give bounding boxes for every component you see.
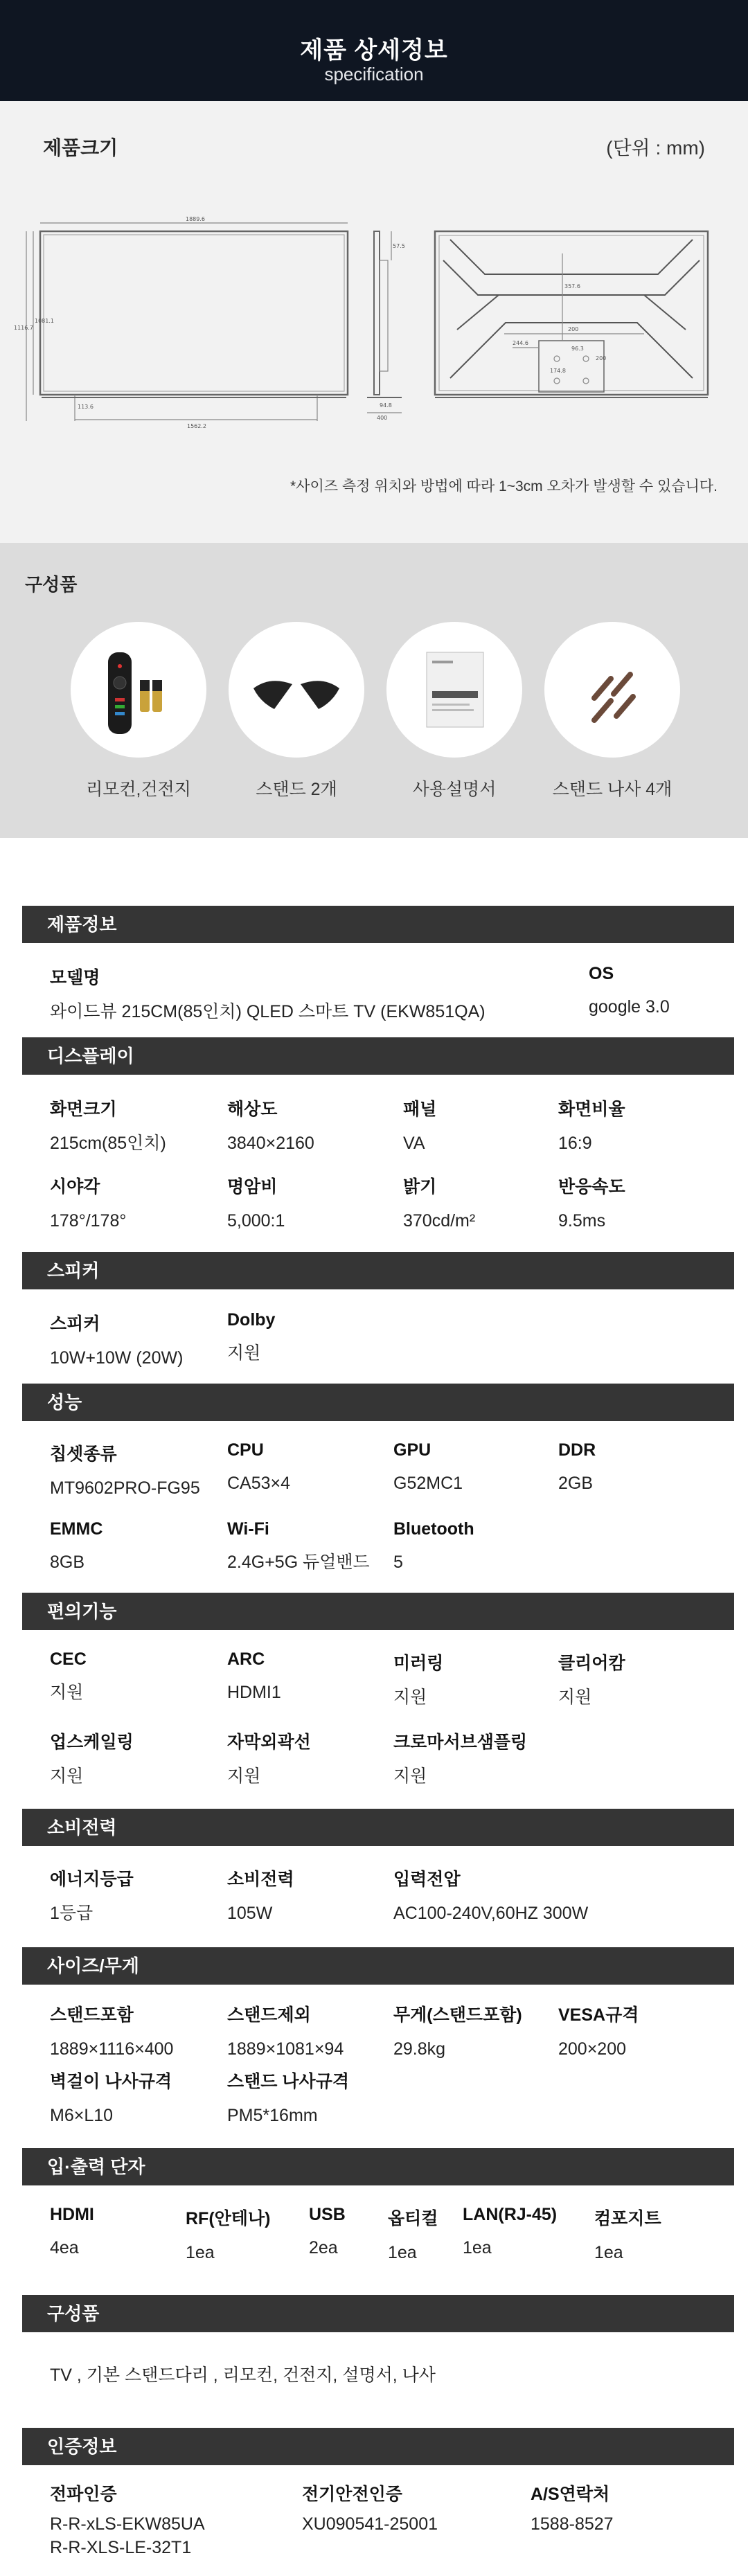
spec-key: VESA규격 (558, 2005, 639, 2025)
dim-v1: 96.3 (571, 346, 584, 352)
stand-image (229, 622, 364, 758)
spec-display-item (50, 1095, 166, 1156)
dim-depth-b: 94.8 (380, 402, 392, 409)
spec-value: 1ea (463, 2238, 492, 2257)
component-manual (386, 622, 522, 800)
spec-value: 16:9 (558, 1134, 592, 1153)
spec-value: 1ea (186, 2243, 215, 2262)
spec-perf-item (393, 1440, 463, 1496)
spec-value: google 3.0 (589, 997, 670, 1017)
spec-key: 해상도 (227, 1100, 278, 1119)
spec-key: 옵티컬 (388, 2209, 438, 2228)
component-screws (544, 622, 680, 800)
spec-key: 미러링 (393, 1654, 444, 1673)
components-title: 구성품 (25, 574, 78, 595)
spec-io-item (463, 2205, 557, 2261)
component-remote (71, 622, 206, 800)
spec-key: OS (589, 964, 614, 983)
spec-key: 클리어캄 (558, 1654, 625, 1673)
component-label: 리모컨,건전지 (86, 780, 191, 799)
spec-key: 명암비 (227, 1177, 278, 1197)
spec-value: 8GB (50, 1553, 85, 1572)
spec-conv-item (227, 1728, 311, 1789)
dim-stand-h: 57.5 (393, 243, 405, 249)
spec-key: 화면비율 (558, 1100, 625, 1119)
spec-value: 1등급 (50, 1904, 93, 1923)
screws-image (544, 622, 680, 758)
spec-conv-item (558, 1649, 625, 1710)
spec-value: 215cm(85인치) (50, 1134, 166, 1153)
spec-key: 자막외곽선 (227, 1733, 311, 1752)
page-header (0, 0, 748, 101)
spec-perf-item (50, 1440, 200, 1501)
size-tolerance-note: *사이즈 측정 위치와 방법에 따라 1~3cm 오차가 발생할 수 있습니다. (290, 478, 718, 494)
spec-key: 벽걸이 나사규격 (50, 2072, 172, 2091)
spec-conv-item (227, 1649, 281, 1706)
spec-model (50, 964, 486, 1025)
spec-key: 전기안전인증 (302, 2485, 402, 2504)
spec-value: M6×L10 (50, 2106, 114, 2125)
section-header-io: 입·출력 단자 (22, 2148, 734, 2185)
spec-value: 2ea (309, 2238, 338, 2257)
section-header-display: 디스플레이 (22, 1037, 734, 1075)
spec-key: HDMI (50, 2205, 94, 2224)
spec-value: MT9602PRO-FG95 (50, 1478, 200, 1498)
component-label: 스탠드 2개 (256, 780, 337, 799)
spec-display-item (403, 1173, 475, 1234)
remote-image (71, 622, 206, 758)
spec-speaker-item (50, 1310, 183, 1371)
spec-perf-item (227, 1519, 370, 1575)
component-label: 사용설명서 (412, 780, 497, 799)
spec-key: 무게(스탠드포함) (393, 2005, 522, 2025)
spec-key: 시야각 (50, 1177, 100, 1197)
spec-value: 29.8kg (393, 2039, 446, 2059)
section-header-sizeweight: 사이즈/무게 (22, 1947, 734, 1985)
spec-size-item (50, 2001, 173, 2062)
spec-io-item (594, 2205, 661, 2266)
dim-v2: 244.6 (513, 340, 528, 346)
stand-icon (229, 622, 364, 758)
component-stand (229, 622, 364, 800)
page-subtitle: specification (324, 64, 424, 84)
spec-value: 10W+10W (20W) (50, 1348, 184, 1368)
spec-key: DDR (558, 1440, 596, 1460)
screw-icon (544, 622, 680, 758)
spec-io-item (50, 2205, 94, 2261)
spec-value: HDMI1 (227, 1683, 281, 1702)
spec-conv-item (393, 1649, 443, 1710)
spec-value: XU090541-25001 (302, 2514, 438, 2534)
dim-v3: 174.8 (550, 368, 566, 374)
spec-size-item (558, 2001, 639, 2062)
spec-display-item (227, 1173, 285, 1234)
spec-display-item (227, 1095, 314, 1156)
section-header-power: 소비전력 (22, 1809, 734, 1846)
spec-key: 입력전압 (393, 1870, 461, 1889)
spec-value: PM5*16mm (227, 2106, 318, 2125)
spec-value: 105W (227, 1904, 273, 1923)
spec-power-item (50, 1866, 134, 1926)
spec-power-item (393, 1866, 588, 1926)
section-header-contents: 구성품 (22, 2295, 734, 2332)
spec-io-item (388, 2205, 438, 2266)
section-header-cert: 인증정보 (22, 2428, 734, 2465)
spec-value: 1ea (388, 2243, 417, 2262)
components-section (0, 543, 748, 838)
spec-key: 밝기 (403, 1177, 437, 1197)
spec-value: R-R-XLS-LE-32T1 (50, 2538, 192, 2557)
spec-key: 에너지등급 (50, 1870, 134, 1889)
spec-value: 1889×1081×94 (227, 2039, 344, 2059)
product-size-section (0, 101, 748, 543)
dim-vesa-w: 200 (568, 326, 579, 332)
spec-cert-radio (50, 2480, 205, 2559)
spec-os (589, 964, 670, 1020)
section-header-convenience: 편의기능 (22, 1593, 734, 1630)
spec-key: USB (309, 2205, 346, 2224)
manual-image (386, 622, 522, 758)
spec-size-item (50, 2068, 172, 2129)
dim-height: 1116.7 (14, 325, 33, 331)
spec-value: 1ea (594, 2243, 623, 2262)
dim-depth: 400 (377, 415, 388, 421)
dim-v4: 357.6 (564, 283, 580, 289)
manual-icon (386, 622, 522, 758)
spec-key: RF(안테나) (186, 2209, 271, 2228)
spec-size-item (227, 2068, 349, 2129)
spec-io-item (186, 2205, 270, 2266)
spec-size-item (227, 2001, 344, 2062)
spec-key: 스피커 (50, 1314, 100, 1334)
spec-value: 3840×2160 (227, 1134, 314, 1153)
spec-perf-item (227, 1440, 290, 1496)
spec-key: EMMC (50, 1519, 103, 1539)
spec-power-item (227, 1866, 294, 1926)
contents-list: TV , 기본 스탠드다리 , 리모컨, 건전지, 설명서, 나사 (50, 2365, 436, 2385)
spec-value: 5 (393, 1553, 403, 1572)
spec-size-item (393, 2001, 522, 2062)
dim-vesa-h: 200 (596, 355, 607, 361)
section-header-product: 제품정보 (22, 906, 734, 943)
spec-value: 178°/178° (50, 1211, 127, 1231)
spec-key: LAN(RJ-45) (463, 2205, 558, 2224)
spec-display-item (558, 1173, 625, 1234)
spec-key: Wi-Fi (227, 1519, 269, 1539)
spec-key: 스탠드제외 (227, 2005, 311, 2025)
spec-value: AC100-240V,60HZ 300W (393, 1904, 589, 1923)
spec-conv-item (50, 1649, 87, 1706)
spec-value: 지원 (558, 1688, 592, 1707)
spec-value: 1889×1116×400 (50, 2039, 174, 2059)
spec-value: CA53×4 (227, 1474, 291, 1493)
spec-value: 지원 (393, 1688, 427, 1707)
spec-key: 스탠드포함 (50, 2005, 134, 2025)
spec-key: CPU (227, 1440, 264, 1460)
spec-key: Bluetooth (393, 1519, 474, 1539)
remote-icon (71, 622, 206, 758)
spec-value: 와이드뷰 215CM(85인치) QLED 스마트 TV (EKW851QA) (50, 1002, 486, 1021)
spec-perf-item (558, 1440, 596, 1496)
spec-value: VA (403, 1134, 425, 1153)
spec-value: 2GB (558, 1474, 594, 1493)
spec-key: 전파인증 (50, 2485, 117, 2504)
spec-value: 200×200 (558, 2039, 627, 2059)
component-label: 스탠드 나사 4개 (552, 780, 673, 799)
spec-value: 9.5ms (558, 1211, 606, 1231)
size-unit-label: (단위 : mm) (606, 137, 705, 159)
spec-cert-as (531, 2480, 614, 2536)
spec-key: 패널 (403, 1100, 437, 1119)
spec-cert-elec (302, 2480, 438, 2536)
spec-key: 칩셋종류 (50, 1444, 117, 1464)
section-header-performance: 성능 (22, 1384, 734, 1421)
spec-value: 370cd/m² (403, 1211, 476, 1231)
page-title: 제품 상세정보 (300, 37, 448, 64)
dim-stand-w: 1562.2 (187, 423, 206, 429)
spec-conv-item (393, 1728, 527, 1789)
spec-display-item (403, 1095, 436, 1156)
spec-key: CEC (50, 1649, 87, 1669)
spec-perf-item (393, 1519, 474, 1575)
dim-foot: 113.6 (78, 404, 93, 410)
spec-display-item (558, 1095, 625, 1156)
spec-key: 반응속도 (558, 1177, 625, 1197)
spec-speaker-item (227, 1310, 275, 1366)
spec-key: A/S연락처 (531, 2485, 610, 2504)
spec-key: 소비전력 (227, 1870, 294, 1889)
spec-key: 업스케일링 (50, 1733, 134, 1752)
spec-key: 컴포지트 (594, 2209, 661, 2228)
spec-key: 모델명 (50, 968, 100, 987)
spec-value: 지원 (227, 1766, 261, 1786)
spec-value: 지원 (393, 1766, 427, 1786)
dim-inner-height: 1081.1 (35, 318, 54, 324)
spec-io-item (309, 2205, 346, 2261)
spec-perf-item (50, 1519, 103, 1575)
product-size-title: 제품크기 (43, 137, 118, 159)
spec-key: 스탠드 나사규격 (227, 2072, 349, 2091)
spec-conv-item (50, 1728, 134, 1789)
spec-value: 1588-8527 (531, 2514, 614, 2534)
spec-key: 크로마서브샘플링 (393, 1733, 528, 1752)
dim-width: 1889.6 (186, 216, 205, 222)
spec-key: ARC (227, 1649, 265, 1669)
spec-key: GPU (393, 1440, 431, 1460)
spec-key: Dolby (227, 1310, 276, 1330)
spec-value: 2.4G+5G 듀얼밴드 (227, 1553, 370, 1572)
spec-display-item (50, 1173, 126, 1234)
spec-value: R-R-xLS-EKW85UA (50, 2514, 205, 2534)
dimension-drawing (0, 212, 748, 433)
spec-value: 지원 (227, 1343, 261, 1363)
spec-value: 지원 (50, 1766, 84, 1786)
section-header-speaker: 스피커 (22, 1252, 734, 1289)
spec-value: 5,000:1 (227, 1211, 285, 1231)
spec-value: G52MC1 (393, 1474, 463, 1493)
spec-value: 4ea (50, 2238, 79, 2257)
spec-value: 지원 (50, 1683, 84, 1702)
spec-key: 화면크기 (50, 1100, 117, 1119)
